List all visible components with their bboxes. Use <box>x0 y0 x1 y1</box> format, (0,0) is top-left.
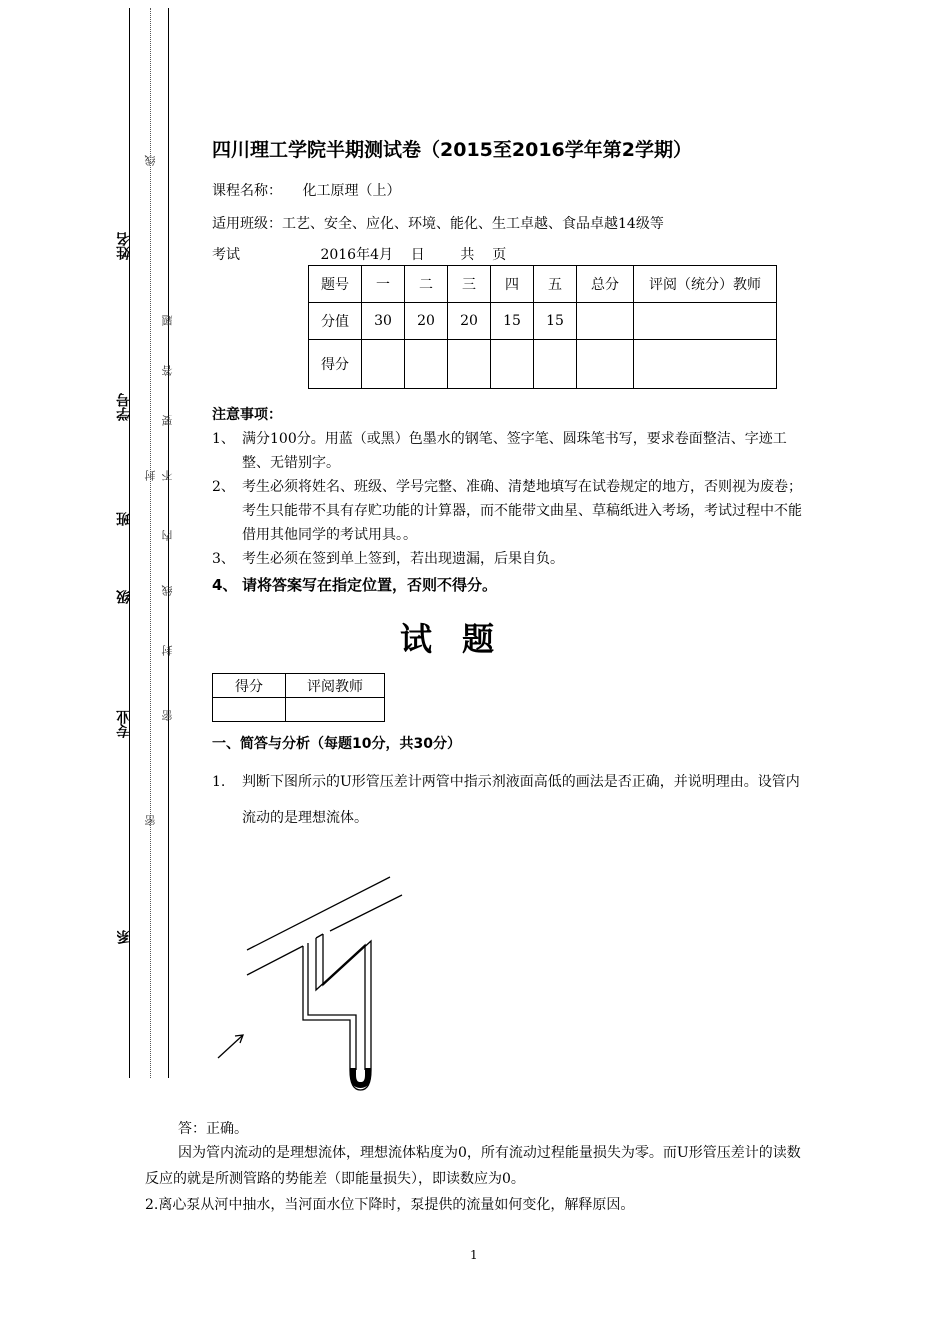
note-item <box>212 427 812 475</box>
note-number: 4、 <box>212 576 238 594</box>
seal-char: 要 <box>161 415 174 426</box>
score-table-row-label: 分值 <box>309 303 362 340</box>
score-value: 20 <box>405 303 448 340</box>
score-value: 20 <box>448 303 491 340</box>
note-text: 满分100分。用蓝（或黑）色墨水的钢笔、签字笔、圆珠笔书写，要求卷面整洁、字迹工整、无错别字。 <box>242 431 787 471</box>
note-item <box>212 547 812 571</box>
answer-explanation: 因为管内流动的是理想流体，理想流体粘度为0，所有流动过程能量损失为零。而U形管压差计的读数反应的就是所测管路的势能差（即能量损失），即读数应为0。 <box>145 1145 801 1187</box>
score-table <box>308 265 777 389</box>
grader-teacher-cell[interactable] <box>286 698 385 722</box>
obtained-score-cell[interactable] <box>577 340 634 389</box>
course-value: 化工原理（上） <box>302 183 401 199</box>
score-table-header: 四 <box>491 266 534 303</box>
grader-score-cell[interactable] <box>213 698 286 722</box>
obtained-score-cell[interactable] <box>534 340 577 389</box>
answer-line-1: 答：正确。 <box>178 1121 248 1137</box>
grader-score-label: 得分 <box>213 674 286 698</box>
seal-char: 不 <box>161 470 174 481</box>
exam-label: 考试 <box>212 247 240 263</box>
score-value <box>577 303 634 340</box>
score-value: 15 <box>534 303 577 340</box>
note-number: 3、 <box>212 551 235 567</box>
note-text: 考生必须在签到单上签到，若出现遗漏，后果自负。 <box>242 551 564 567</box>
grader-teacher-label: 评阅教师 <box>286 674 385 698</box>
course-label: 课程名称： <box>212 183 282 199</box>
binding-field-department: 系 <box>116 930 132 944</box>
score-table-header: 三 <box>448 266 491 303</box>
binding-field-ban: 班 <box>116 512 132 526</box>
note-text: 请将答案写在指定位置，否则不得分。 <box>242 576 498 594</box>
grader-table <box>212 673 385 722</box>
score-table-row-label: 题号 <box>309 266 362 303</box>
seal-char: 答 <box>161 365 174 376</box>
seal-char: 封 <box>161 645 174 656</box>
seal-char: 封 <box>144 470 157 481</box>
note-item <box>212 475 812 547</box>
score-table-header: 评阅（统分）教师 <box>634 266 777 303</box>
binding-line-solid-right <box>168 8 169 1078</box>
score-table-header: 总分 <box>577 266 634 303</box>
obtained-score-cell[interactable] <box>491 340 534 389</box>
binding-line-solid-left <box>129 8 130 1078</box>
seal-char: 线 <box>144 155 157 166</box>
note-item <box>212 573 812 597</box>
section-heading: 一、简答与分析（每题10分，共30分） <box>212 736 461 752</box>
exam-title: 试题 <box>400 620 525 658</box>
course-row <box>212 180 400 200</box>
seal-char: 线 <box>161 585 174 596</box>
class-row <box>212 213 664 233</box>
question-2: 2.离心泵从河中抽水，当河面水位下降时，泵提供的流量如何变化，解释原因。 <box>145 1197 635 1213</box>
u-tube-manometer-diagram <box>205 865 415 1095</box>
obtained-score-cell[interactable] <box>634 340 777 389</box>
exam-row <box>212 244 506 264</box>
note-number: 2、 <box>212 479 235 495</box>
obtained-score-cell[interactable] <box>405 340 448 389</box>
binding-field-ji: 级 <box>116 590 132 604</box>
binding-field-major: 专业 <box>116 710 132 738</box>
score-value <box>634 303 777 340</box>
score-table-header: 一 <box>362 266 405 303</box>
obtained-score-cell[interactable] <box>448 340 491 389</box>
page-title: 四川理工学院半期测试卷（2015至2016学年第2学期） <box>212 139 692 161</box>
score-table-row-label: 得分 <box>309 340 362 389</box>
class-label: 适用班级： <box>212 216 282 232</box>
binding-field-name: 姓名 <box>116 232 132 260</box>
score-table-header: 二 <box>405 266 448 303</box>
score-table-header: 五 <box>534 266 577 303</box>
binding-field-student-id: 学号 <box>116 393 132 421</box>
score-value: 15 <box>491 303 534 340</box>
notes-section <box>212 403 812 597</box>
page-number: 1 <box>470 1248 478 1262</box>
class-value: 工艺、安全、应化、环境、能化、生工卓越、食品卓越14级等 <box>282 216 664 232</box>
seal-char: 密 <box>144 815 157 826</box>
note-text: 考生必须将姓名、班级、学号完整、准确、清楚地填写在试卷规定的地方，否则视为废卷；考生只能带不具有存贮功能的计算器，而不能带文曲星、草稿纸进入考场，考试过程中不能借用其他同学的考试用具。。 <box>242 479 802 543</box>
seal-char: 题 <box>161 315 174 326</box>
question-text: 判断下图所示的U形管压差计两管中指示剂液面高低的画法是否正确，并说明理由。设管内流动的是理想流体。 <box>242 774 800 826</box>
notes-heading: 注意事项： <box>212 407 282 423</box>
obtained-score-cell[interactable] <box>362 340 405 389</box>
exam-date: 2016年4月 日 共 页 <box>320 247 507 263</box>
seal-char: 密 <box>161 710 174 721</box>
seal-char: 内 <box>161 530 174 541</box>
note-number: 1、 <box>212 431 235 447</box>
binding-line-dotted <box>150 8 151 1078</box>
score-value: 30 <box>362 303 405 340</box>
question-1 <box>212 764 812 836</box>
question-number: 1. <box>212 774 226 790</box>
